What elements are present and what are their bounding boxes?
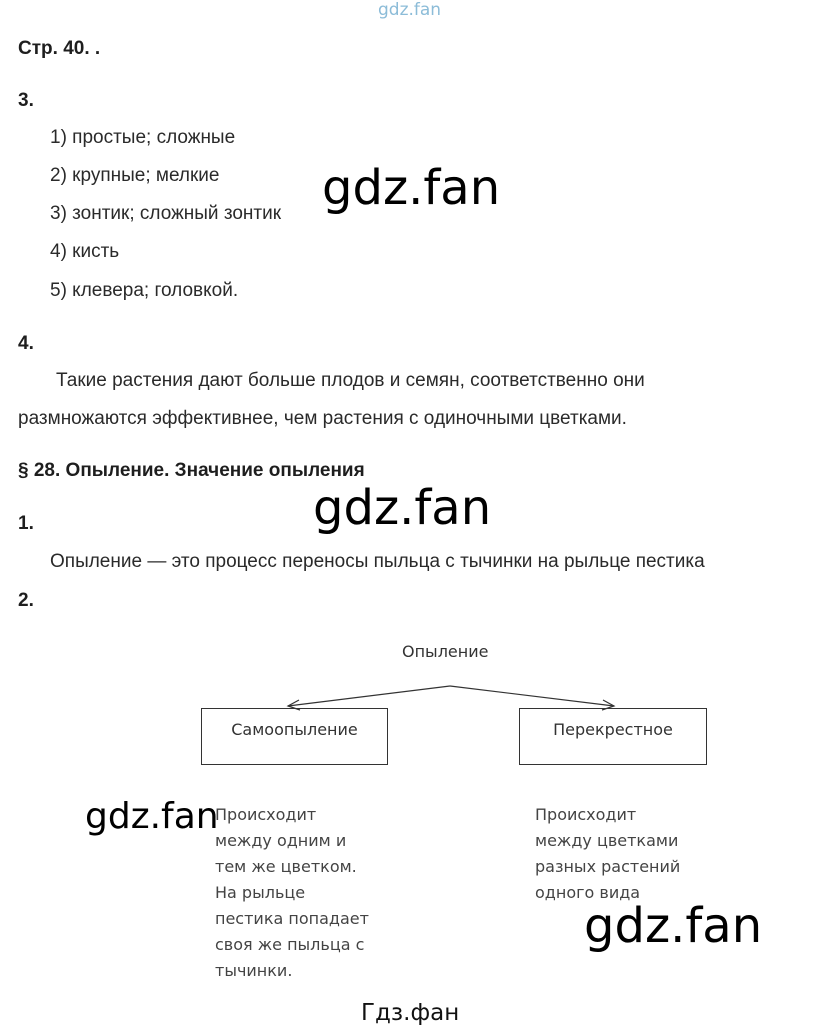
- description-line: На рыльце: [215, 883, 306, 902]
- cross-pollination-description: [535, 802, 680, 906]
- self-pollination-label: Самоопыление: [231, 720, 358, 739]
- description-line: Происходит: [215, 805, 317, 824]
- list-item: 5) клевера; головкой.: [50, 280, 239, 301]
- task-3-number: 3.: [18, 90, 34, 111]
- description-line: пестика попадает: [215, 909, 369, 928]
- description-line: своя же пыльца с: [215, 935, 365, 954]
- description-line: между одним и: [215, 831, 347, 850]
- task-4-text-line-1: Такие растения дают больше плодов и семян, соответственно они: [56, 370, 645, 391]
- page-reference: Стр. 40. .: [18, 38, 101, 59]
- description-line: одного вида: [535, 883, 641, 902]
- cross-pollination-box: [519, 708, 707, 765]
- self-pollination-description: [215, 802, 369, 984]
- watermark: gdz.fan: [313, 480, 492, 536]
- task-2-number: 2.: [18, 590, 34, 611]
- top-watermark: gdz.fan: [378, 0, 442, 20]
- section-title: § 28. Опыление. Значение опыления: [18, 460, 365, 481]
- task-1-text: Опыление — это процесс переносы пыльца с тычинки на рыльце пестика: [50, 551, 705, 572]
- list-item: 2) крупные; мелкие: [50, 165, 220, 186]
- description-line: тычинки.: [215, 961, 293, 980]
- task-4-number: 4.: [18, 333, 34, 354]
- list-item: 3) зонтик; сложный зонтик: [50, 203, 282, 224]
- list-item: 1) простые; сложные: [50, 127, 236, 148]
- description-line: тем же цветком.: [215, 857, 357, 876]
- watermark: gdz.fan: [322, 160, 501, 216]
- task-4-text-line-2: размножаются эффективнее, чем растения с одиночными цветками.: [18, 408, 627, 429]
- description-line: Происходит: [535, 805, 637, 824]
- diagram-root-label: Опыление: [402, 642, 489, 661]
- description-line: разных растений: [535, 857, 681, 876]
- watermark: gdz.fan: [85, 796, 219, 837]
- cross-pollination-label: Перекрестное: [553, 720, 673, 739]
- description-line: между цветками: [535, 831, 679, 850]
- list-item: 4) кисть: [50, 241, 120, 262]
- watermark: gdz.fan: [584, 898, 763, 954]
- self-pollination-box: [201, 708, 388, 765]
- footer-watermark: Гдз.фан: [361, 1000, 460, 1026]
- task-1-number: 1.: [18, 513, 34, 534]
